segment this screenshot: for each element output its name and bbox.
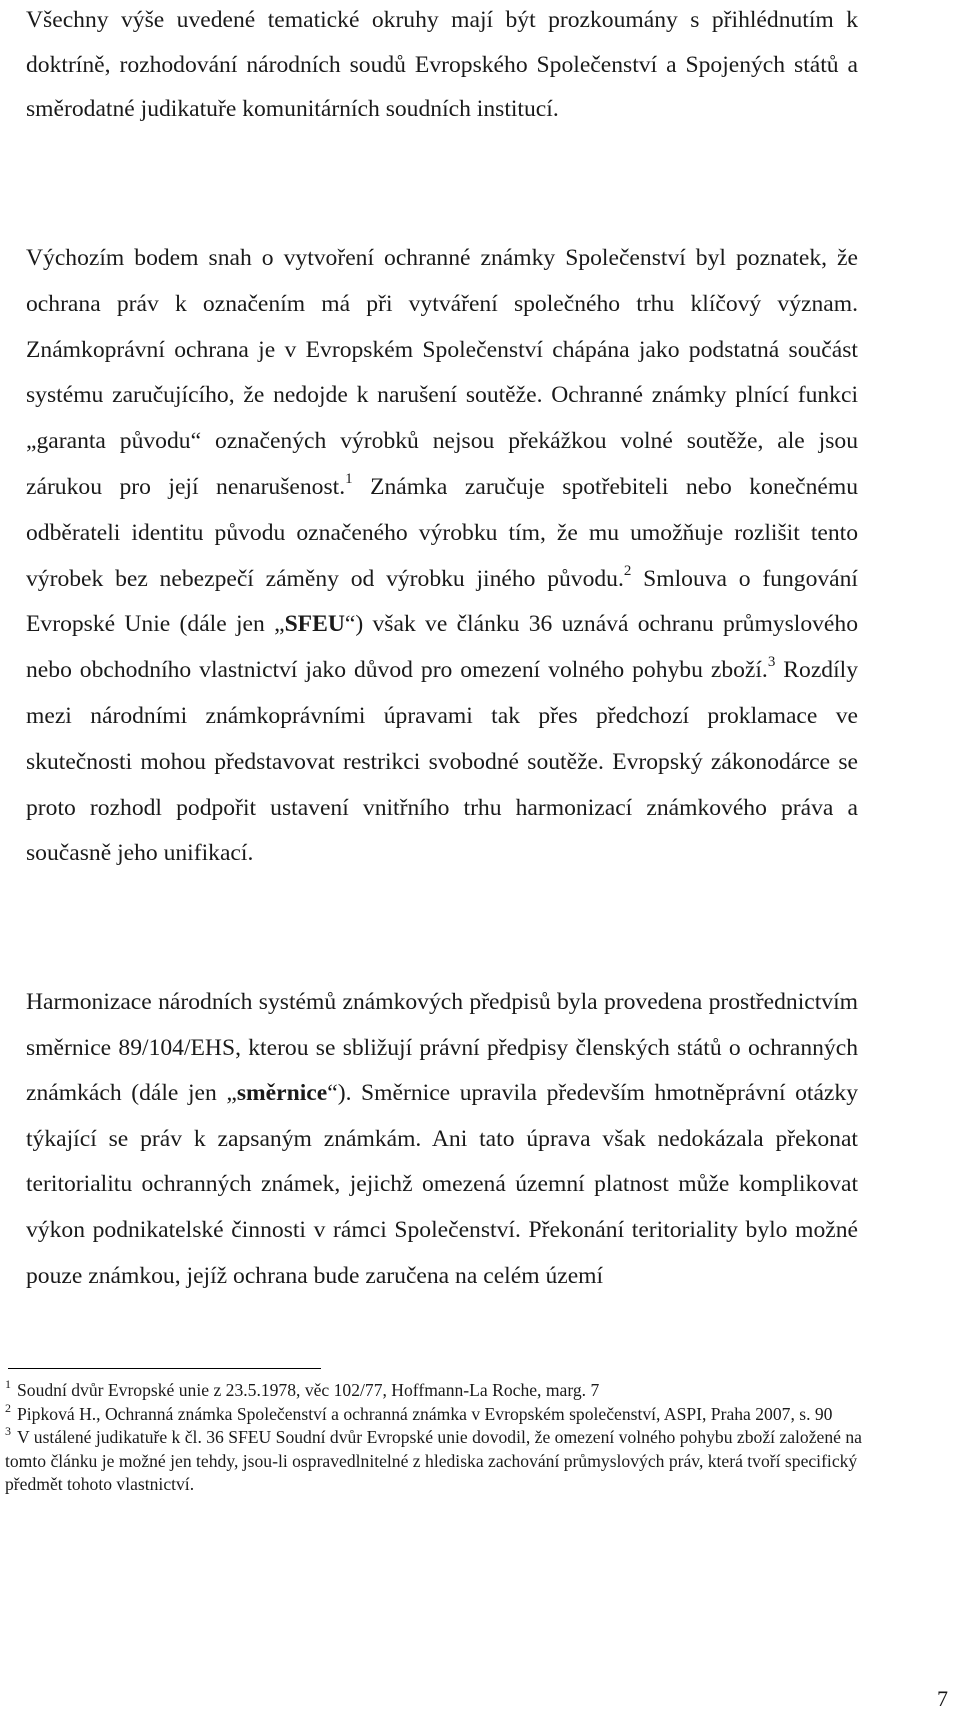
paragraph-trademark-origin [26,236,858,877]
text-segment: “). Směrnice upravila především hmotněprávní otázky týkající se práv k zapsaným známkám. Ani tato úprava však nedokázala překonat teritorialitu ochranných známek, jejichž omezená územní platnost může komplikovat výkon podnikatelské činnosti v rámci Společenství. Překonání teritoriality bylo možné pouze známkou, jejíž ochrana bude zaručena na celém území [26,1080,858,1289]
footnote-number: 2 [5,1400,11,1415]
footnote-text: V ustálené judikatuře k čl. 36 SFEU Soudní dvůr Evropské unie dovodil, že omezení volného pohybu zboží založené na tomto článku je možné jen tehdy, jsou-li ospravedlnitelné z hlediska zachování průmyslových práv, která tvoří specifický předmět tohoto vlastnictví. [5,1427,862,1494]
footnote-number: 3 [5,1424,11,1439]
footnote-ref-1[interactable]: 1 [345,471,353,488]
text-segment: “) však ve článku 36 uznává ochranu průmyslového nebo obchodního vlastnictví jako důvod pro omezení volného pohybu zboží. [26,611,858,684]
paragraph-harmonization [26,980,858,1299]
footnote-3 [5,1426,865,1497]
footnote-ref-2[interactable]: 2 [623,562,632,579]
footnote-ref-3[interactable]: 3 [767,654,776,671]
defined-term-smernice: směrnice [236,1080,328,1107]
paragraph-intro: Všechny výše uvedené tematické okruhy mají být prozkoumány s přihlédnutím k doktríně, rozhodování národních soudů Evropského Společenství a Spojených států a směrodatné judikatuře komunitárních soudních institucí. [26,7,858,122]
text-segment: Známka zaručuje spotřebiteli nebo konečnému odběrateli identitu původu označeného výrobku tím, že mu umožňuje rozlišit tento výrobek bez nebezpečí záměny od výrobku jiného původu. [26,473,858,592]
footnotes [5,1379,865,1497]
defined-term-sfeu: SFEU [284,611,345,638]
footnote-separator [8,1368,321,1369]
footnote-2 [5,1400,865,1427]
text-segment: Rozdíly mezi národními známkoprávními úpravami tak přes předchozí proklamace ve skutečnosti mohou představovat restrikci svobodné soutěže. Evropský zákonodárce se proto rozhodl podpořit ustavení vnitřního trhu harmonizací známkového práva a současně jeho unifikací. [26,657,859,867]
footnote-number: 1 [5,1377,11,1392]
footnote-text: Soudní dvůr Evropské unie z 23.5.1978, věc 102/77, Hoffmann-La Roche, marg. 7 [17,1380,600,1400]
footnote-text: Pipková H., Ochranná známka Společenství a ochranná známka v Evropském společenství, ASPI, Praha 2007, s. 90 [17,1403,833,1424]
footnote-1 [5,1379,865,1403]
page-number: 7 [937,1686,948,1711]
text-segment: Harmonizace národních systémů známkových předpisů byla provedena prostřednictvím směrnice 89/104/EHS, kterou se sbližují právní předpisy členských států o ochranných známkách (dále jen „ [26,989,858,1107]
text-segment: Smlouva o fungování Evropské Unie (dále jen „ [26,565,858,638]
text-segment: Výchozím bodem snah o vytvoření ochranné známky Společenství byl poznatek, že ochrana práv k označením má při vytváření společného trhu klíčový význam. Známkoprávní ochrana je v Evropském Společenství chápána jako podstatná součást systému zaručujícího, že nedojde k narušení soutěže. Ochranné známky plnící funkci „garanta původu“ označených výrobků nejsou překážkou volné soutěže, ale jsou zárukou pro její nenarušenost. [26,245,858,500]
